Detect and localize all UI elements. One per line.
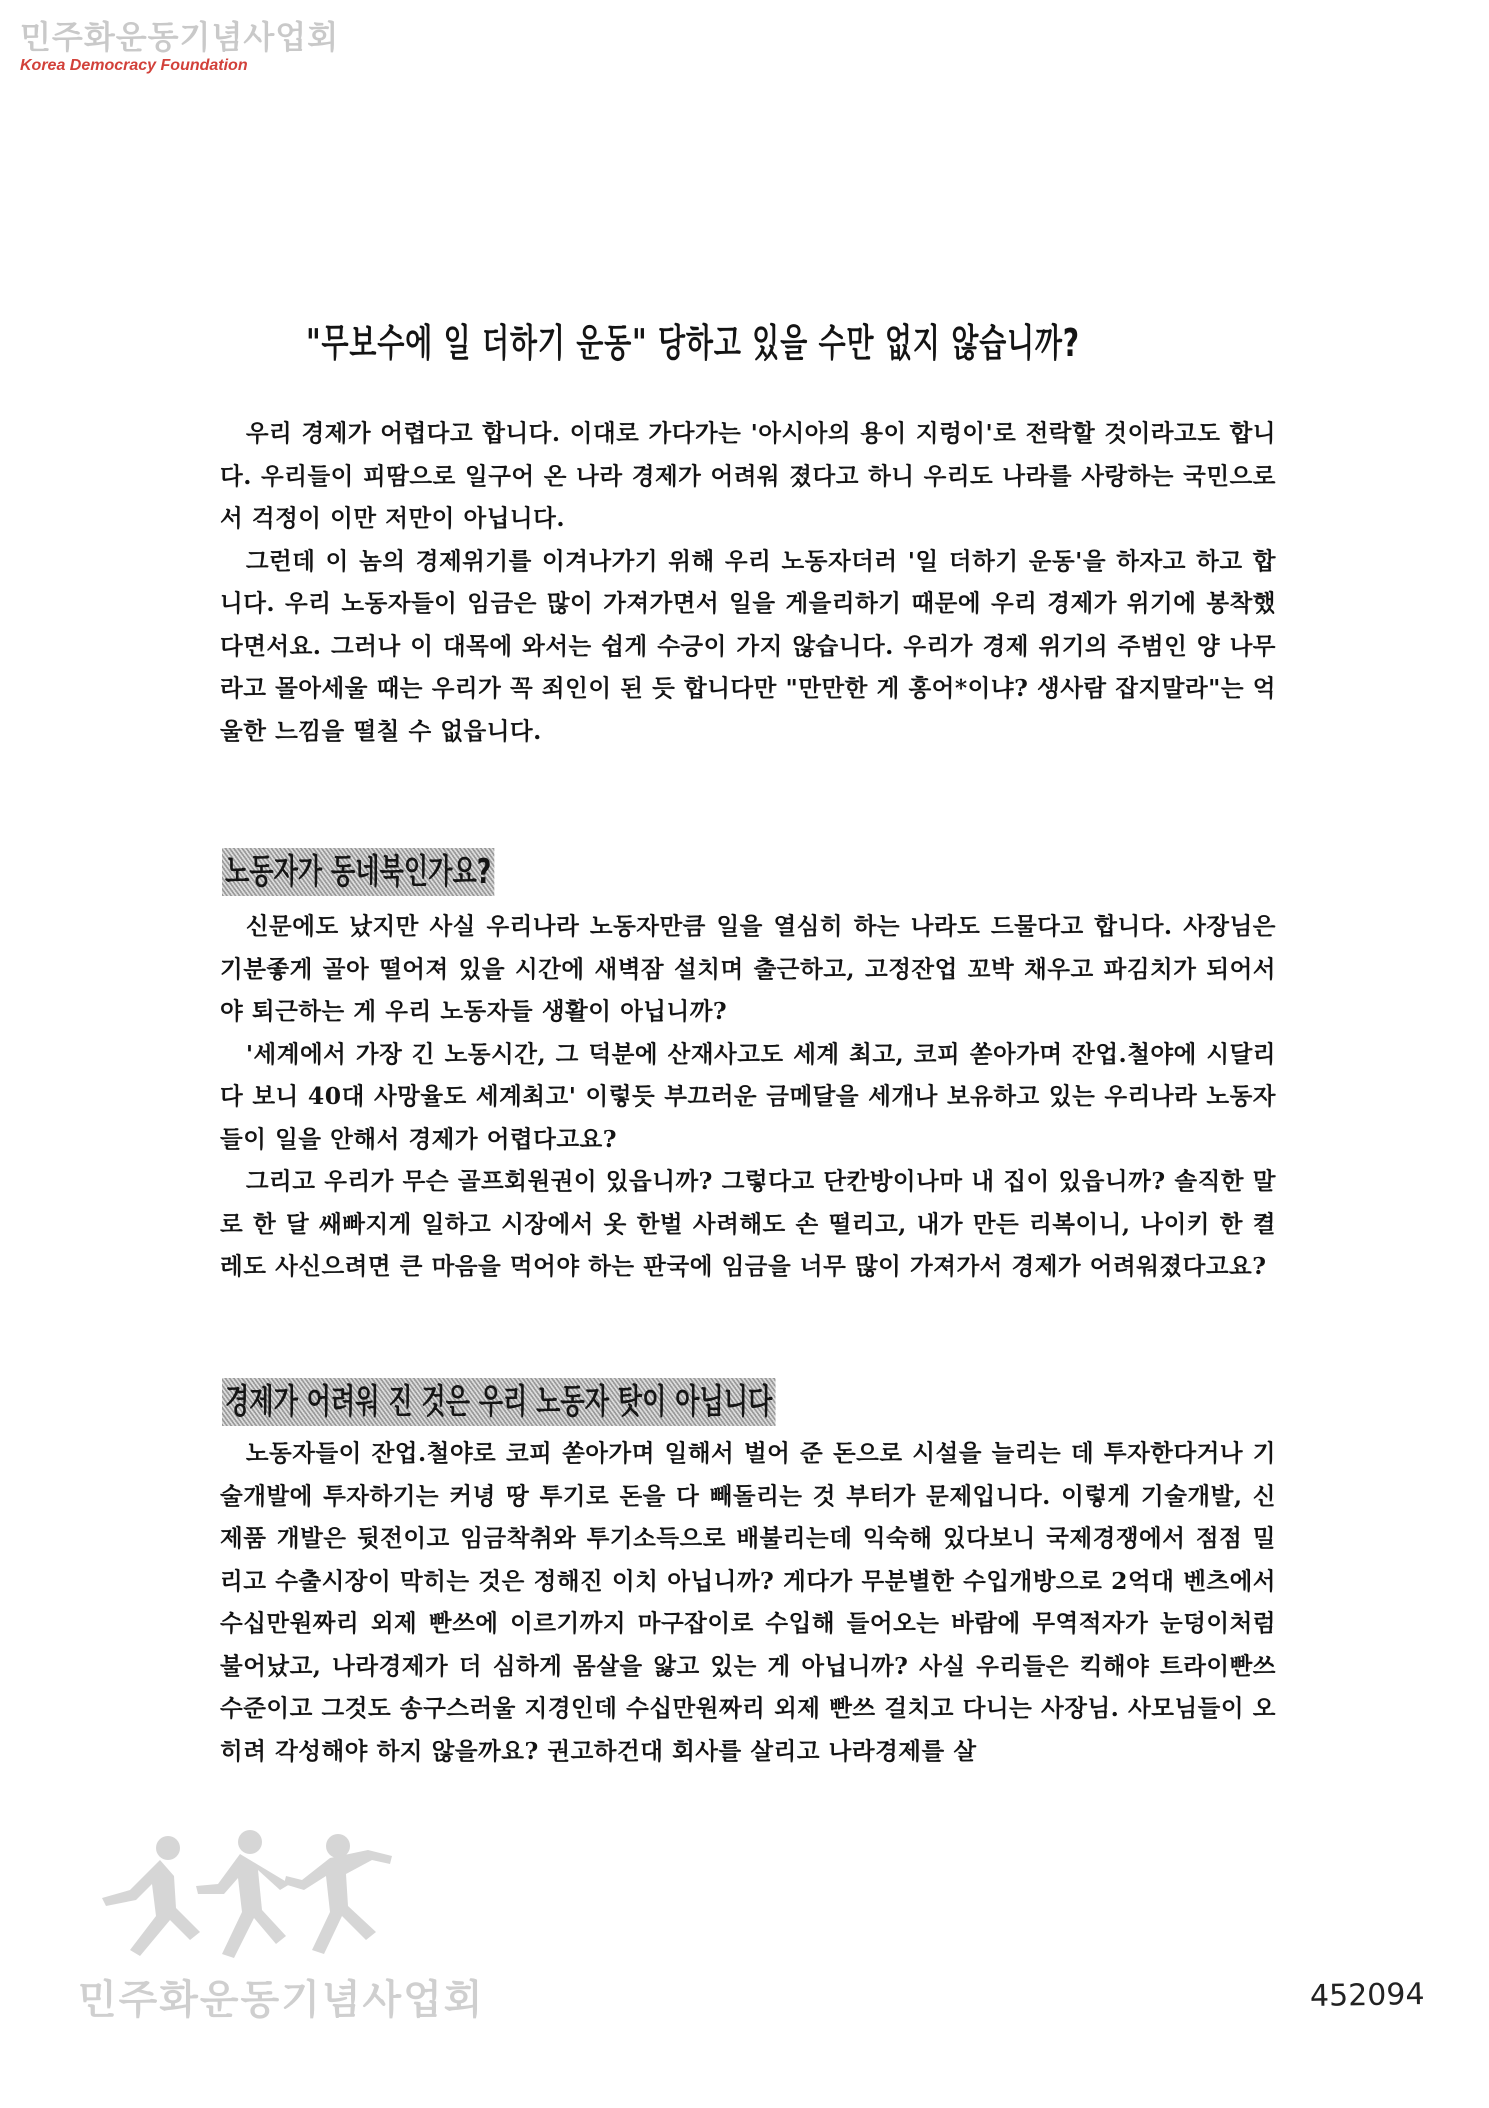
paragraph: 신문에도 났지만 사실 우리나라 노동자만큼 일을 열심히 하는 나라도 드물다고 합니다. 사장님은 기분좋게 골아 떨어져 있을 시간에 새벽잠 설치며 출근하고, 고정잔업 꼬박 채우고 파김치가 되어서야 퇴근하는 게 우리 노동자들 생활이 아닙니까? [220,912,1276,1025]
section-body [220,905,1276,1288]
watermark-korean: 민주화운동기념사업회 [20,18,340,56]
section-body [220,1432,1276,1772]
watermark-english: Korea Democracy Foundation [20,57,248,74]
document-title: "무보수에 일 더하기 운동" 당하고 있을 수만 없지 않습니까? [306,321,1080,365]
section-heading: 경제가 어려워 진 것은 우리 노동자 탓이 아닙니다 [222,1378,775,1426]
paragraph: '세계에서 가장 긴 노동시간, 그 덕분에 산재사고도 세계 최고, 코피 쏟아가며 잔업.철야에 시달리다 보니 40대 사망율도 세계최고' 이렇듯 부끄러운 금메달을 세개나 보유하고 있는 우리나라 노동자들이 일을 안해서 경제가 어렵다고요? [220,1039,1276,1153]
watermark-logo-bottom [70,1820,485,2023]
watermark-logo-top [20,18,340,76]
paragraph: 노동자들이 잔업.철야로 코피 쏟아가며 일해서 벌어 준 돈으로 시설을 늘리는 데 투자한다거나 기술개발에 투자하기는 커녕 땅 투기로 돈을 다 빼돌리는 것 부터가 문제입니다. 이렇게 기술개발, 신제품 개발은 뒷전이고 임금착취와 투기소득으로 배불리는데 익숙해 있다보니 국제경쟁에서 점점 밀리고 수출시장이 막히는 것은 정해진 이치 아닙니까? 게다가 무분별한 수입개방으로 2억대 벤츠에서 수십만원짜리 외제 빤쓰에 이르기까지 마구잡이로 수입해 들어오는 바람에 무역적자가 눈덩이처럼 불어났고, 나라경제가 더 심하게 몸살을 앓고 있는 게 아닙니까? 사실 우리들은 킥해야 트라이빤쓰 수준이고 그것도 송구스러울 지경인데 수십만원짜리 외제 빤쓰 걸치고 다니는 사장님. 사모님들이 오히려 각성해야 하지 않을까요? 권고하건대 회사를 살리고 나라경제를 살 [220,1439,1276,1765]
paragraph: 그리고 우리가 무슨 골프회원권이 있읍니까? 그렇다고 단칸방이나마 내 집이 있읍니까? 솔직한 말로 한 달 쌔빠지게 일하고 시장에서 옷 한벌 사려해도 손 떨리고, 내가 만든 리복이니, 나이키 한 켤레도 사신으려면 큰 마음을 먹어야 하는 판국에 임금을 너무 많이 가져가서 경제가 어려워졌다고요? [220,1167,1276,1280]
intro-section [220,412,1276,752]
watermark-korean-bottom: 민주화운동기념사업회 [78,1977,485,2023]
section-heading: 노동자가 동네북인가요? [222,848,494,896]
page-number: 452094 [1309,1977,1425,2014]
paragraph: 그런데 이 놈의 경제위기를 이겨나가기 위해 우리 노동자더러 '일 더하기 운동'을 하자고 하고 합니다. 우리 노동자들이 임금은 많이 가져가면서 일을 게을리하기 때문에 우리 경제가 위기에 봉착했다면서요. 그러나 이 대목에 와서는 쉽게 수긍이 가지 않습니다. 우리가 경제 위기의 주범인 양 나무라고 몰아세울 때는 우리가 꼭 죄인이 된 듯 합니다만 "만만한 게 홍어*이냐? 생사람 잡지말라"는 억울한 느낌을 떨칠 수 없읍니다. [220,546,1276,745]
paragraph: 우리 경제가 어렵다고 합니다. 이대로 가다가는 '아시아의 용이 지렁이'로 전락할 것이라고도 합니다. 우리들이 피땀으로 일구어 온 나라 경제가 어려워 졌다고 하니 우리도 나라를 사랑하는 국민으로서 걱정이 이만 저만이 아닙니다. [220,419,1276,532]
runners-logo-icon [90,1820,410,1970]
